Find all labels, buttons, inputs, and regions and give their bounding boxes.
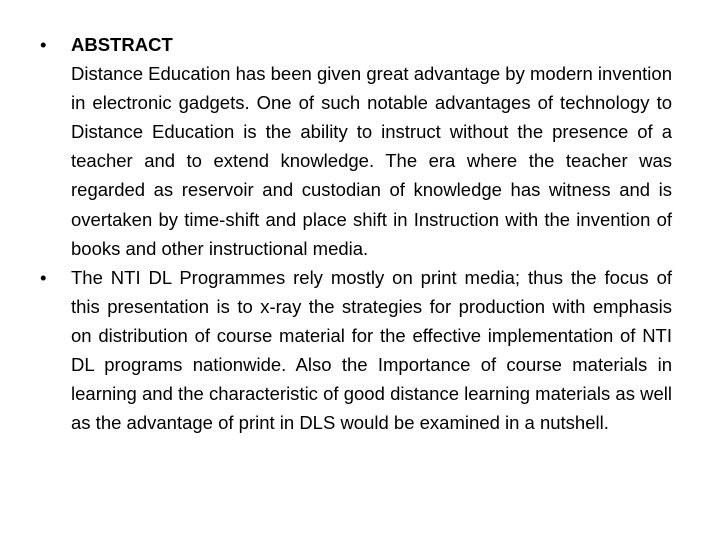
bullet-icon: •: [40, 34, 47, 55]
nti-dl-paragraph: The NTI DL Programmes rely mostly on print media; thus the focus of this presentation is to x-ray the strategies for production with emphasis on distribution of course material for the effective implementation of NTI DL programs nationwide. Also the Importance of course materials in learning and the characteristic of good distance learning materials as well as the advantage of print in DLS would be examined in a nutshell.: [71, 266, 672, 434]
bullet-abstract: [40, 30, 672, 263]
bullet-icon: •: [40, 266, 47, 288]
bullet-nti-dl-programmes: [40, 263, 672, 438]
abstract-heading: ABSTRACT: [71, 34, 173, 55]
slide-body: [40, 30, 672, 437]
abstract-paragraph: Distance Education has been given great advantage by modern invention in electronic gadgets. One of such notable advantages of technology to Distance Education is the ability to instruct without the presence of a teacher and to extend knowledge. The era where the teacher was regarded as reservoir and custodian of knowledge has witness and is overtaken by time-shift and place shift in Instruction with the invention of books and other instructional media.: [71, 63, 672, 259]
